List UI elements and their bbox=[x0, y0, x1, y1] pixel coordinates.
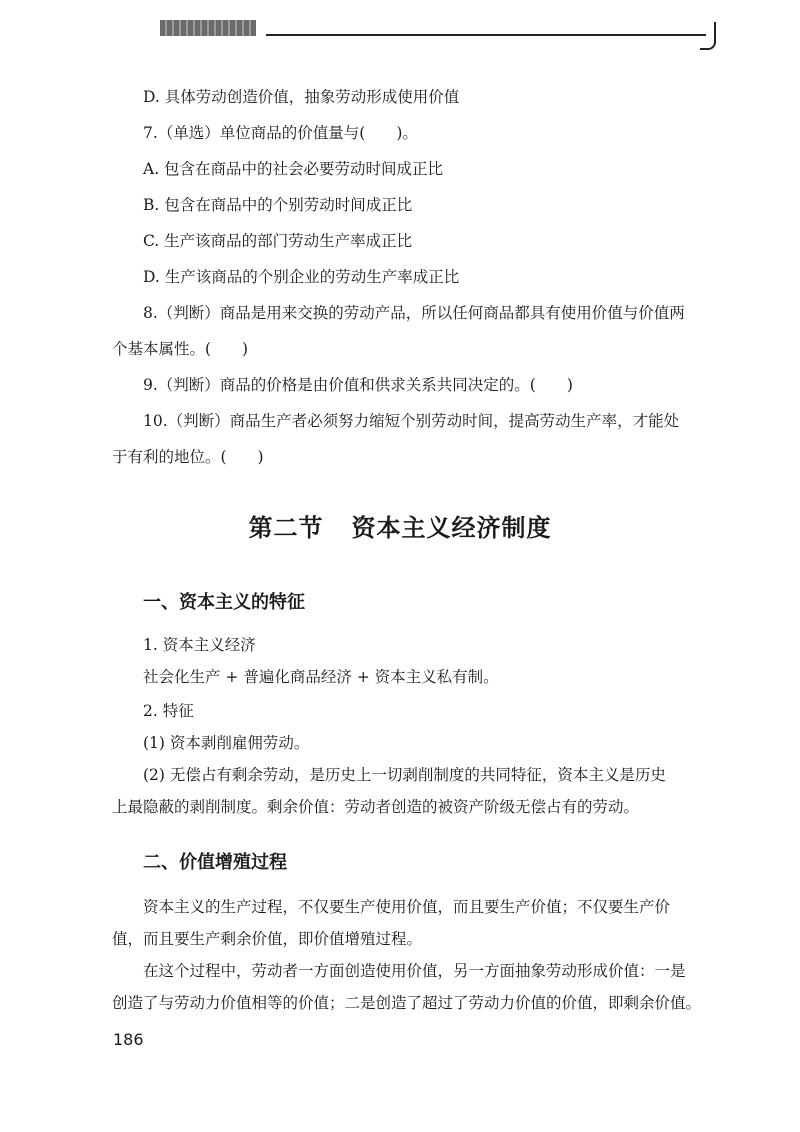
q7-option-d: D. 生产该商品的个别企业的劳动生产率成正比 bbox=[143, 268, 460, 286]
header-smudged-text bbox=[160, 20, 256, 36]
part1-item2-title: 2. 特征 bbox=[143, 702, 194, 720]
q8-line-2: 个基本属性。( ) bbox=[112, 340, 249, 358]
header-rule bbox=[266, 34, 706, 36]
q9-stem: 9.（判断）商品的价格是由价值和供求关系共同决定的。( ) bbox=[143, 376, 573, 394]
q7-option-a: A. 包含在商品中的社会必要劳动时间成正比 bbox=[143, 160, 444, 178]
q8-line-1: 8.（判断）商品是用来交换的劳动产品，所以任何商品都具有使用价值与价值两 bbox=[143, 304, 685, 322]
part1-item1-title: 1. 资本主义经济 bbox=[143, 636, 256, 654]
q6-option-d: D. 具体劳动创造价值，抽象劳动形成使用价值 bbox=[143, 88, 460, 106]
section-name: 资本主义经济制度 bbox=[351, 514, 552, 542]
part1-item2-point2-line2: 上最隐蔽的剥削制度。剩余价值：劳动者创造的被资产阶级无偿占有的劳动。 bbox=[112, 798, 640, 816]
running-header bbox=[160, 18, 720, 44]
part2-paragraph1-line1: 资本主义的生产过程，不仅要生产使用价值，而且要生产价值；不仅要生产价 bbox=[143, 898, 671, 916]
part2-paragraph2-line1: 在这个过程中，劳动者一方面创造使用价值，另一方面抽象劳动形成价值：一是 bbox=[143, 962, 686, 980]
page-number: 186 bbox=[113, 1030, 144, 1049]
part2-heading: 二、价值增殖过程 bbox=[143, 852, 287, 873]
part1-heading: 一、资本主义的特征 bbox=[143, 592, 305, 613]
section-number: 第二节 bbox=[248, 514, 324, 542]
q7-option-c: C. 生产该商品的部门劳动生产率成正比 bbox=[143, 232, 413, 250]
part2-paragraph2-line2: 创造了与劳动力价值相等的价值；二是创造了超过了劳动力价值的价值，即剩余价值。 bbox=[112, 994, 702, 1012]
part1-item2-point2-line1: (2) 无偿占有剩余劳动，是历史上一切剥削制度的共同特征，资本主义是历史 bbox=[143, 766, 666, 784]
section-title bbox=[0, 508, 800, 543]
part1-item1-text: 社会化生产 + 普遍化商品经济 + 资本主义私有制。 bbox=[143, 668, 499, 686]
q10-line-2: 于有利的地位。( ) bbox=[112, 448, 264, 466]
header-rule-end bbox=[700, 22, 716, 50]
q10-line-1: 10.（判断）商品生产者必须努力缩短个别劳动时间，提高劳动生产率，才能处 bbox=[143, 412, 680, 430]
part2-paragraph1-line2: 值，而且要生产剩余价值，即价值增殖过程。 bbox=[112, 930, 423, 948]
part1-item2-point1: (1) 资本剥削雇佣劳动。 bbox=[143, 734, 310, 752]
q7-stem: 7.（单选）单位商品的价值量与( )。 bbox=[143, 124, 418, 142]
q7-option-b: B. 包含在商品中的个别劳动时间成正比 bbox=[143, 196, 413, 214]
